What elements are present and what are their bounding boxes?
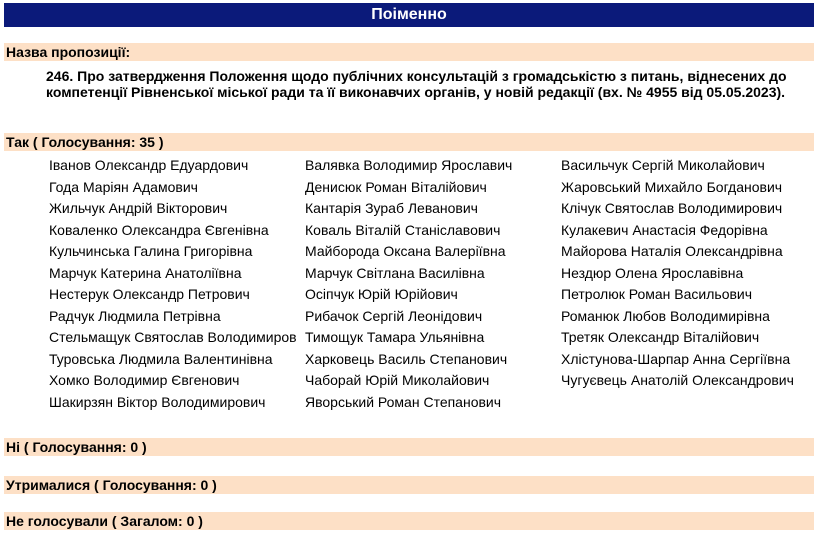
voter-name: Майорова Наталія Олександрівна	[561, 243, 783, 259]
voter-name: Кантарія Зураб Леванович	[305, 200, 478, 216]
voter-row	[49, 243, 819, 259]
voter-name: Харковець Василь Степанович	[305, 350, 508, 367]
voter-name: Клічук Святослав Володимирович	[561, 200, 783, 216]
voter-name: Нестерук Олександр Петрович	[49, 286, 250, 302]
proposal-header: Назва пропозиції:	[4, 43, 814, 61]
voter-name: Жильчук Андрій Вікторович	[49, 200, 228, 216]
voter-name: Стельмащук Святослав Володимиров	[49, 329, 297, 345]
voter-name: Третяк Олександр Віталійович	[561, 329, 760, 345]
voter-name: Майборода Оксана Валеріївна	[305, 243, 506, 259]
voter-name: Валявка Володимир Ярославич	[305, 157, 513, 173]
voter-name: Осіпчук Юрій Юрійович	[305, 286, 458, 302]
voter-name: Кулакевич Анастасія Федорівна	[561, 221, 768, 238]
voter-name: Петролюк Роман Васильович	[561, 286, 753, 302]
not-voted-section-header: Не голосували ( Загалом: 0 )	[4, 512, 814, 530]
voter-name: Чугуєвець Анатолій Олександрович	[561, 372, 794, 388]
voter-name: Коваленко Олександра Євгенівна	[49, 221, 269, 238]
voter-name: Тимощук Тамара Ульянівна	[305, 329, 485, 345]
no-section-header: Ні ( Голосування: 0 )	[4, 438, 814, 456]
voter-name: Васильчук Сергій Миколайович	[561, 157, 765, 173]
voter-name: Рибачок Сергій Леонідович	[305, 307, 483, 324]
voter-name: Коваль Віталій Станіславович	[305, 221, 501, 238]
voter-name: Хлістунова-Шарпар Анна Сергіївна	[561, 350, 791, 367]
voter-name: Радчук Людмила Петрівна	[49, 307, 221, 324]
voter-row	[49, 351, 819, 367]
voter-name: Марчук Катерина Анатоліївна	[49, 264, 242, 281]
voter-row	[49, 286, 819, 302]
voter-name: Года Маріян Адамович	[49, 178, 198, 195]
voter-name: Шакирзян Віктор Володимирович	[49, 393, 266, 410]
voter-name: Марчук Світлана Василівна	[305, 264, 485, 281]
page-title: Поіменно	[4, 3, 814, 27]
voter-row	[49, 265, 819, 281]
abstained-section-header: Утрималися ( Голосування: 0 )	[4, 476, 814, 494]
voter-row	[49, 222, 819, 238]
voter-name: Денисюк Роман Віталійович	[305, 178, 487, 195]
voter-row	[49, 200, 819, 216]
proposal-text: 246. Про затвердження Положення щодо публічних консультацій з громадськістю з питань, віднесених до компетенції Рівненської міської ради та її виконавчих органів, у новій редакції (вх. № 4955 від 05.05.2023).	[46, 68, 787, 100]
voter-name: Нездюр Олена Ярославівна	[561, 264, 744, 281]
voter-row	[49, 179, 819, 195]
voter-name: Романюк Любов Володимирівна	[561, 307, 770, 324]
voter-row	[49, 308, 819, 324]
voter-row	[49, 329, 819, 345]
voter-row	[49, 157, 819, 173]
voter-name	[561, 394, 817, 410]
yes-voters-list	[49, 157, 819, 415]
voter-name: Жаровський Михайло Богданович	[561, 178, 783, 195]
voter-name: Яворський Роман Степанович	[305, 393, 502, 410]
voter-name: Чаборай Юрій Миколайович	[305, 372, 490, 388]
voter-name: Хомко Володимир Євгенович	[49, 372, 240, 388]
yes-section-header: Так ( Голосування: 35 )	[4, 133, 814, 151]
voter-name: Іванов Олександр Едуардович	[49, 157, 249, 173]
voter-name: Кульчинська Галина Григорівна	[49, 243, 253, 259]
voter-row	[49, 372, 819, 388]
voter-row	[49, 394, 819, 410]
voter-name: Туровська Людмила Валентинівна	[49, 350, 273, 367]
